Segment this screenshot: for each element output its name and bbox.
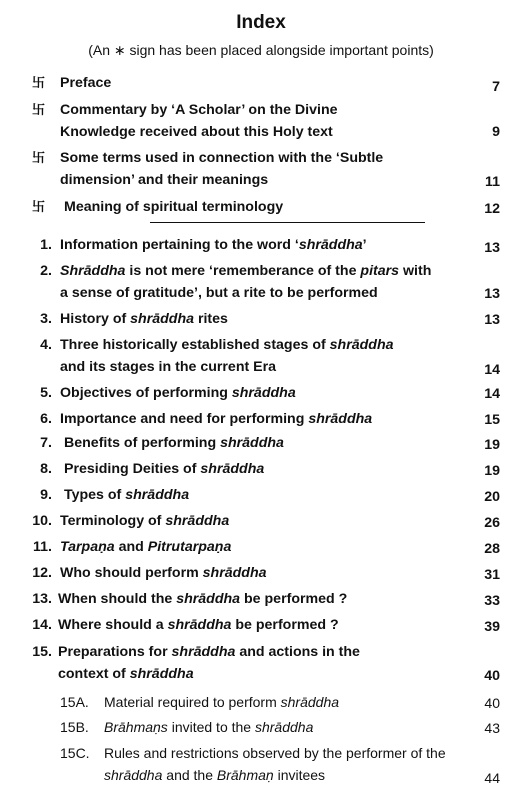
swastika-icon: 卐 xyxy=(32,199,46,214)
entry-page: 40 xyxy=(484,695,500,711)
entry-title xyxy=(60,99,468,143)
entry-title-line: Terminology of shrāddha xyxy=(60,513,230,529)
subsection-number: 15C. xyxy=(60,745,90,761)
index-heading: Index xyxy=(236,12,286,33)
chapter-number: 7. xyxy=(40,435,52,451)
entry-title-line: Shrāddha is not mere ‘rememberance of the pitars with xyxy=(60,263,432,279)
entry-title-line: Objectives of performing shrāddha xyxy=(60,385,296,401)
entry-title-line: Importance and need for performing shrāddha xyxy=(60,411,373,427)
entry-page: 13 xyxy=(484,312,500,328)
chapter-number: 15. xyxy=(32,644,52,660)
entry-page: 13 xyxy=(484,286,500,302)
subsection-number: 15A. xyxy=(60,694,89,710)
chapter-number: 4. xyxy=(40,337,52,353)
entry-title xyxy=(64,432,472,454)
chapter-number: 5. xyxy=(40,385,52,401)
entry-page: 43 xyxy=(484,720,500,736)
entry-title xyxy=(60,147,468,191)
entry-title: Meaning of spiritual terminology xyxy=(64,199,284,215)
entry-page: 19 xyxy=(484,463,500,479)
entry-page: 13 xyxy=(484,240,500,256)
entry-page: 26 xyxy=(484,515,500,531)
swastika-icon: 卐 xyxy=(32,150,46,165)
chapter-number: 6. xyxy=(40,411,52,427)
entry-title xyxy=(60,536,468,558)
entry-title-line: Who should perform shrāddha xyxy=(60,565,267,581)
swastika-icon: 卐 xyxy=(32,102,46,117)
chapter-number: 13. xyxy=(32,591,52,607)
entry-title-line: Commentary by ‘A Scholar’ on the Divine xyxy=(60,102,338,118)
entry-title xyxy=(60,334,468,378)
entry-title xyxy=(60,562,468,584)
entry-title xyxy=(60,234,468,256)
entry-page: 44 xyxy=(484,770,500,786)
entry-title-line: dimension’ and their meanings xyxy=(60,172,269,188)
entry-title-line: Information pertaining to the word ‘shrāddha’ xyxy=(60,237,367,253)
entry-title xyxy=(60,408,468,430)
entry-title-line: Where should a shrāddha be performed ? xyxy=(58,617,339,633)
entry-page: 14 xyxy=(484,386,500,402)
chapter-number: 12. xyxy=(32,565,52,581)
entry-title-line: When should the shrāddha be performed ? xyxy=(58,591,348,607)
entry-title xyxy=(60,510,468,532)
entry-title xyxy=(58,588,466,610)
chapter-number: 8. xyxy=(40,461,52,477)
entry-title-line: Brāhmaṇs invited to the shrāddha xyxy=(104,719,314,735)
entry-title xyxy=(64,484,472,506)
index-note: (An ∗ sign has been placed alongside important points) xyxy=(88,42,434,58)
entry-title-line: Some terms used in connection with the ‘Subtle xyxy=(60,150,384,166)
entry-page: 11 xyxy=(485,174,500,190)
subsection-number: 15B. xyxy=(60,719,89,735)
entry-title-line: Three historically established stages of shrāddha xyxy=(60,337,394,353)
entry-page: 33 xyxy=(484,593,500,609)
entry-page: 31 xyxy=(484,567,500,583)
entry-page: 14 xyxy=(484,362,500,378)
entry-title-line: and its stages in the current Era xyxy=(60,359,277,375)
entry-page: 20 xyxy=(484,489,500,505)
entry-title xyxy=(104,716,476,738)
entry-title-line: Tarpaṇa and Pitrutarpaṇa xyxy=(60,539,232,555)
entry-title-line: shrāddha and the Brāhmaṇ invitees xyxy=(104,767,326,783)
entry-title-line: Rules and restrictions observed by the performer of the xyxy=(104,745,446,761)
chapter-number: 3. xyxy=(40,311,52,327)
chapter-number: 2. xyxy=(40,263,52,279)
entry-title xyxy=(58,641,466,685)
entry-page: 19 xyxy=(484,437,500,453)
chapter-number: 10. xyxy=(32,513,52,529)
entry-page: 28 xyxy=(484,541,500,557)
entry-page: 9 xyxy=(492,124,500,140)
entry-title-line: a sense of gratitude’, but a rite to be performed xyxy=(60,285,378,301)
entry-title xyxy=(58,614,466,636)
entry-title xyxy=(60,382,468,404)
section-divider xyxy=(150,222,425,223)
chapter-number: 11. xyxy=(33,539,52,555)
entry-page: 40 xyxy=(484,668,500,684)
entry-title-line: Preparations for shrāddha and actions in the xyxy=(58,644,360,660)
entry-page: 7 xyxy=(492,79,500,95)
entry-page: 39 xyxy=(484,619,500,635)
entry-title-line: context of shrāddha xyxy=(58,666,194,682)
entry-title-line: Types of shrāddha xyxy=(64,487,190,503)
entry-title xyxy=(64,458,472,480)
entry-page: 12 xyxy=(484,201,500,217)
entry-title xyxy=(104,742,476,786)
entry-title xyxy=(60,260,468,304)
entry-title-line: Presiding Deities of shrāddha xyxy=(64,461,265,477)
entry-title-line: History of shrāddha rites xyxy=(60,311,228,327)
entry-title-line: Material required to perform shrāddha xyxy=(104,694,340,710)
entry-title-line: Knowledge received about this Holy text xyxy=(60,124,333,140)
chapter-number: 9. xyxy=(40,487,52,503)
swastika-icon: 卐 xyxy=(32,75,46,90)
entry-page: 15 xyxy=(484,412,500,428)
entry-title: Preface xyxy=(60,75,112,91)
entry-title xyxy=(104,691,476,713)
entry-title-line: Benefits of performing shrāddha xyxy=(64,435,284,451)
chapter-number: 14. xyxy=(32,617,52,633)
chapter-number: 1. xyxy=(40,237,52,253)
entry-title xyxy=(60,308,468,330)
